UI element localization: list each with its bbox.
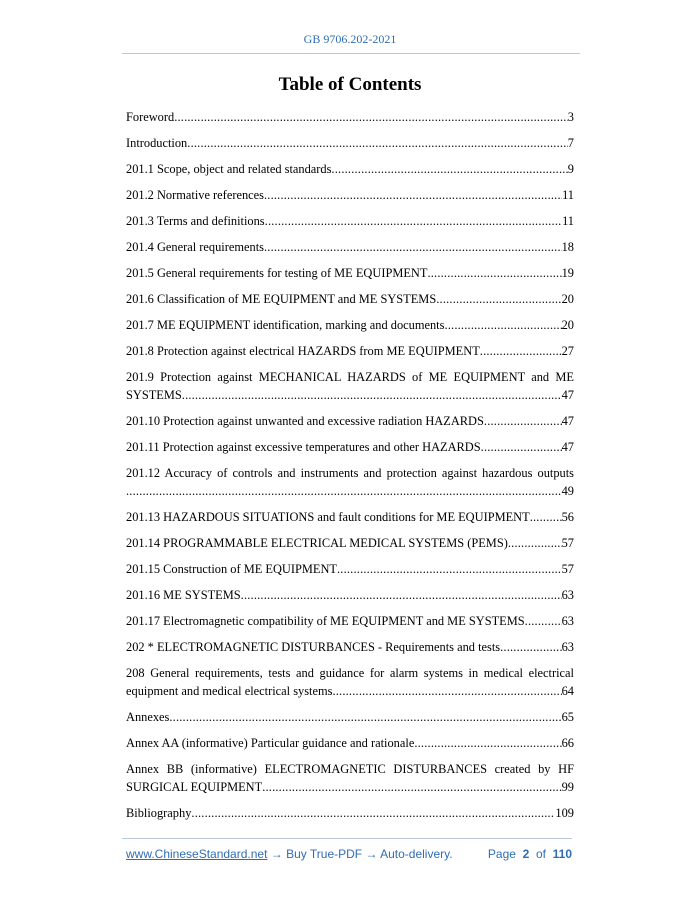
toc-entry[interactable] bbox=[126, 804, 574, 822]
dot-leader bbox=[187, 134, 568, 152]
toc-entry-title: 201.13 HAZARDOUS SITUATIONS and fault conditions for ME EQUIPMENT bbox=[126, 510, 530, 524]
toc-entry[interactable] bbox=[126, 664, 574, 700]
page-footer bbox=[126, 847, 572, 865]
toc-entry[interactable] bbox=[126, 508, 574, 526]
toc-entry[interactable] bbox=[126, 108, 574, 126]
toc-entry-page: 47 bbox=[561, 440, 574, 454]
toc-entry-title: 201.1 Scope, object and related standards bbox=[126, 162, 332, 176]
dot-leader bbox=[436, 290, 561, 308]
page-indicator bbox=[488, 847, 572, 861]
dot-leader bbox=[262, 778, 561, 796]
promo-text: → Buy True-PDF → Auto-delivery. bbox=[267, 847, 453, 861]
dot-leader bbox=[444, 316, 561, 334]
dot-leader bbox=[169, 708, 561, 726]
toc-entry-page: 11 bbox=[562, 188, 574, 202]
toc-entry-title: 201.11 Protection against excessive temperatures and other HAZARDS bbox=[126, 440, 481, 454]
toc-entry-page: 99 bbox=[561, 780, 574, 794]
toc-entry-page: 19 bbox=[561, 266, 574, 280]
toc-entry-page: 18 bbox=[561, 240, 574, 254]
toc-entry-title-continued: equipment and medical electrical systems bbox=[126, 684, 333, 698]
toc-entry-page: 9 bbox=[567, 162, 574, 176]
toc-entry-title: 202 * ELECTROMAGNETIC DISTURBANCES - Requirements and tests bbox=[126, 640, 501, 654]
toc-entry-title: 201.14 PROGRAMMABLE ELECTRICAL MEDICAL SYSTEMS (PEMS) bbox=[126, 536, 508, 550]
toc-entry-page: 64 bbox=[561, 684, 574, 698]
document-code-header: GB 9706.202-2021 bbox=[303, 32, 397, 46]
toc-entry-page: 27 bbox=[561, 344, 574, 358]
toc-entry-title: 201.9 Protection against MECHANICAL HAZARDS of ME EQUIPMENT and ME bbox=[126, 370, 574, 384]
toc-entry[interactable] bbox=[126, 134, 574, 152]
toc-entry-title: Foreword bbox=[126, 110, 175, 124]
toc-entry-title: 201.15 Construction of ME EQUIPMENT bbox=[126, 562, 337, 576]
dot-leader bbox=[332, 682, 561, 700]
toc-entry[interactable] bbox=[126, 368, 574, 404]
toc-entry[interactable] bbox=[126, 412, 574, 430]
toc-entry-page: 47 bbox=[561, 388, 574, 402]
toc-entry[interactable] bbox=[126, 186, 574, 204]
toc-entry-page: 56 bbox=[561, 510, 574, 524]
dot-leader bbox=[500, 638, 562, 656]
toc-entry-page: 47 bbox=[561, 414, 574, 428]
toc-entry-title: Annex BB (informative) ELECTROMAGNETIC DISTURBANCES created by HF bbox=[126, 762, 574, 776]
dot-leader bbox=[480, 342, 562, 360]
toc-entry-page: 20 bbox=[561, 318, 574, 332]
total-pages: 110 bbox=[552, 847, 572, 861]
dot-leader bbox=[414, 734, 561, 752]
toc-entry-page: 57 bbox=[561, 562, 574, 576]
toc-entry-page: 109 bbox=[555, 806, 574, 820]
toc-entry[interactable] bbox=[126, 238, 574, 256]
toc-entry-page: 3 bbox=[567, 110, 574, 124]
dot-leader bbox=[174, 108, 568, 126]
dot-leader bbox=[508, 534, 562, 552]
dot-leader bbox=[427, 264, 561, 282]
toc-entry-page: 63 bbox=[561, 640, 574, 654]
dot-leader bbox=[481, 438, 562, 456]
dot-leader bbox=[264, 238, 562, 256]
toc-entry-title: 201.10 Protection against unwanted and excessive radiation HAZARDS bbox=[126, 414, 484, 428]
website-link[interactable]: www.ChineseStandard.net bbox=[126, 847, 268, 861]
toc-entry-title-continued: SURGICAL EQUIPMENT bbox=[126, 780, 263, 794]
toc-entry[interactable] bbox=[126, 534, 574, 552]
toc-entry-title: 201.4 General requirements bbox=[126, 240, 264, 254]
dot-leader bbox=[530, 508, 562, 526]
dot-leader bbox=[337, 560, 562, 578]
toc-entry[interactable] bbox=[126, 638, 574, 656]
dot-leader bbox=[182, 386, 562, 404]
toc-entry-title-continued: SYSTEMS bbox=[126, 388, 182, 402]
toc-entry[interactable] bbox=[126, 160, 574, 178]
toc-entry-title: 201.5 General requirements for testing of ME EQUIPMENT bbox=[126, 266, 428, 280]
toc-entry[interactable] bbox=[126, 438, 574, 456]
toc-entry[interactable] bbox=[126, 212, 574, 230]
toc-entry-title: 208 General requirements, tests and guidance for alarm systems in medical electrical bbox=[126, 666, 574, 680]
toc-entry-title: 201.12 Accuracy of controls and instruments and protection against hazardous outputs bbox=[126, 466, 574, 480]
toc-entry-title: Annex AA (informative) Particular guidance and rationale bbox=[126, 736, 415, 750]
toc-entry[interactable] bbox=[126, 342, 574, 360]
table-of-contents bbox=[126, 108, 574, 830]
toc-entry-page: 11 bbox=[562, 214, 574, 228]
of-label: of bbox=[535, 847, 546, 861]
toc-entry-page: 20 bbox=[561, 292, 574, 306]
dot-leader bbox=[126, 482, 562, 500]
toc-entry[interactable] bbox=[126, 560, 574, 578]
toc-entry[interactable] bbox=[126, 708, 574, 726]
toc-entry-page: 49 bbox=[561, 484, 574, 498]
toc-entry[interactable] bbox=[126, 316, 574, 334]
toc-entry-title: 201.17 Electromagnetic compatibility of ME EQUIPMENT and ME SYSTEMS bbox=[126, 614, 525, 628]
dot-leader bbox=[264, 186, 562, 204]
toc-entry-page: 63 bbox=[561, 588, 574, 602]
toc-entry-title: 201.7 ME EQUIPMENT identification, marking and documents bbox=[126, 318, 445, 332]
toc-entry[interactable] bbox=[126, 264, 574, 282]
dot-leader bbox=[525, 612, 562, 630]
toc-entry[interactable] bbox=[126, 290, 574, 308]
toc-entry[interactable] bbox=[126, 760, 574, 796]
toc-entry[interactable] bbox=[126, 734, 574, 752]
toc-entry-page: 63 bbox=[561, 614, 574, 628]
header-divider bbox=[122, 53, 580, 54]
dot-leader bbox=[331, 160, 567, 178]
dot-leader bbox=[241, 586, 562, 604]
toc-entry-title: 201.8 Protection against electrical HAZARDS from ME EQUIPMENT bbox=[126, 344, 480, 358]
toc-entry-page: 65 bbox=[561, 710, 574, 724]
dot-leader bbox=[191, 804, 555, 822]
toc-entry-title: 201.16 ME SYSTEMS bbox=[126, 588, 241, 602]
toc-entry-page: 66 bbox=[561, 736, 574, 750]
toc-entry-title: 201.2 Normative references bbox=[126, 188, 264, 202]
toc-entry-title: Introduction bbox=[126, 136, 188, 150]
toc-entry-title: Annexes bbox=[126, 710, 170, 724]
page-label: Page bbox=[487, 847, 516, 861]
dot-leader bbox=[484, 412, 562, 430]
footer-divider bbox=[122, 838, 572, 839]
toc-entry[interactable] bbox=[126, 586, 574, 604]
toc-entry[interactable] bbox=[126, 612, 574, 630]
dot-leader bbox=[265, 212, 562, 230]
toc-entry-title: 201.3 Terms and definitions bbox=[126, 214, 265, 228]
toc-entry-title: 201.6 Classification of ME EQUIPMENT and ME SYSTEMS bbox=[126, 292, 437, 306]
toc-entry[interactable] bbox=[126, 464, 574, 500]
current-page: 2 bbox=[522, 847, 530, 861]
toc-entry-title: Bibliography bbox=[126, 806, 192, 820]
toc-entry-page: 7 bbox=[567, 136, 574, 150]
page-title: Table of Contents bbox=[278, 74, 422, 95]
toc-entry-page: 57 bbox=[561, 536, 574, 550]
